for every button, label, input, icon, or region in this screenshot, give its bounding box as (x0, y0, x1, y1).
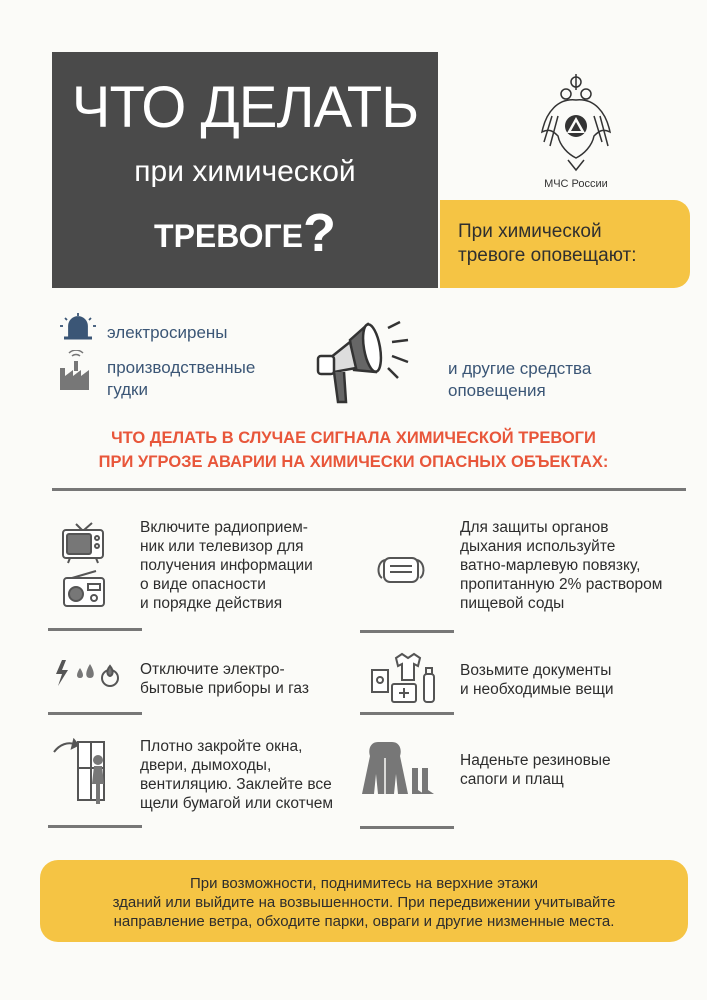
instruction-line: Для защиты органов (460, 519, 609, 536)
method-other (448, 358, 648, 402)
instruction-line: Возьмите документы (460, 662, 612, 679)
divider (48, 628, 142, 631)
instruction-line: и порядке действия (140, 595, 283, 612)
instruction-line: о виде опасности (140, 576, 266, 593)
divider (52, 488, 686, 491)
window-close-icon (50, 738, 112, 806)
question-mark: ? (302, 203, 336, 263)
section-heading-line1: ЧТО ДЕЛАТЬ В СЛУЧАЕ СИГНАЛА ХИМИЧЕСКОЙ ТРЕВОГИ (111, 429, 596, 447)
instruction-line: сапоги и плащ (460, 771, 564, 788)
notify-line1: При химической (458, 221, 602, 242)
instruction-mask (460, 518, 700, 613)
notify-box (440, 200, 690, 288)
bottom-advice-line3: направление ветра, обходите парки, овраги и другие низменные места. (113, 913, 615, 930)
instruction-line: вентиляцию. Заклейте все (140, 776, 332, 793)
divider (360, 826, 454, 829)
method-horns-line2: гудки (107, 380, 148, 399)
title-line3 (52, 202, 438, 264)
divider (360, 630, 454, 633)
notify-line2: тревоге оповещают: (458, 245, 637, 266)
instruction-line: Плотно закройте окна, (140, 738, 303, 755)
emblem-caption: МЧС России (544, 178, 608, 190)
instruction-docs (460, 661, 680, 699)
instruction-line: пищевой соды (460, 595, 565, 612)
siren-icon (58, 312, 98, 342)
notify-text (458, 220, 678, 268)
method-other-line2: оповещения (448, 381, 546, 400)
instruction-windows (140, 737, 360, 813)
divider (360, 712, 454, 715)
electricity-water-gas-icon (54, 658, 124, 688)
section-heading-line2: ПРИ УГРОЗЕ АВАРИИ НА ХИМИЧЕСКИ ОПАСНЫХ ОБЪЕКТАХ: (98, 453, 609, 471)
instruction-line: Наденьте резиновые (460, 752, 611, 769)
instruction-line: бытовые приборы и газ (140, 680, 309, 697)
method-other-line1: и другие средства (448, 359, 592, 378)
method-sirens: электросирены (107, 323, 228, 342)
title-line1: ЧТО ДЕЛАТЬ (71, 75, 419, 140)
title-word: ТРЕВОГЕ (154, 218, 303, 254)
section-heading (20, 426, 687, 474)
method-horns-line1: производственные (107, 358, 256, 377)
radio-icon (62, 570, 106, 608)
instruction-power (140, 660, 350, 698)
instruction-line: и необходимые вещи (460, 681, 614, 698)
instruction-line: двери, дымоходы, (140, 757, 272, 774)
method-horns (107, 357, 307, 401)
raincoat-boots-icon (360, 738, 436, 798)
documents-items-icon (370, 652, 440, 704)
instruction-line: дыхания используйте (460, 538, 616, 555)
bottom-advice-line2: зданий или выйдите на возвышенности. При передвижении учитывайте (112, 894, 616, 911)
instruction-line: получения информации (140, 557, 313, 574)
instruction-line: Включите радиоприем- (140, 519, 308, 536)
bottom-advice-box (40, 860, 688, 942)
instruction-line: ник или телевизор для (140, 538, 304, 555)
gauze-mask-icon (374, 554, 428, 586)
title-line2: при химической (134, 155, 356, 188)
instruction-line: Отключите электро- (140, 661, 285, 678)
tv-icon (60, 522, 106, 564)
instruction-radio (140, 518, 350, 613)
instruction-line: пропитанную 2% раствором (460, 576, 663, 593)
divider (48, 825, 142, 828)
title-banner (52, 52, 438, 288)
megaphone-icon (310, 312, 420, 412)
instruction-line: щели бумагой или скотчем (140, 795, 334, 812)
instruction-line: ватно-марлевую повязку, (460, 557, 641, 574)
bottom-advice-line1: При возможности, поднимитесь на верхние этажи (189, 875, 539, 892)
factory-horn-icon (56, 350, 100, 392)
instruction-boots (460, 751, 680, 789)
mchs-emblem-icon (538, 72, 614, 172)
divider (48, 712, 142, 715)
